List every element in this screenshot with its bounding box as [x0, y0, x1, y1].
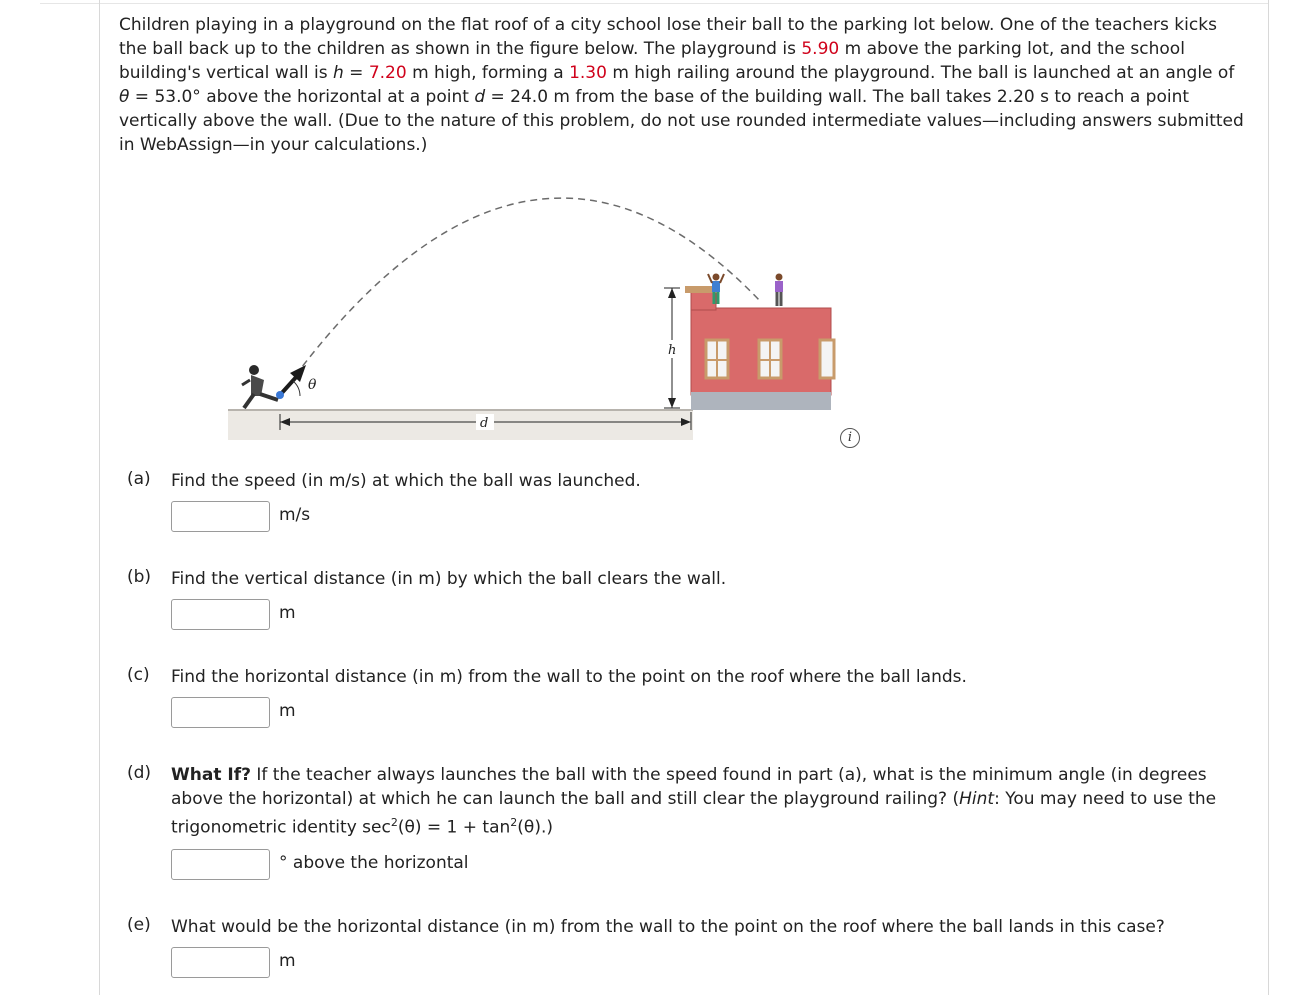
part-e [127, 915, 1247, 939]
part-c-answer-input[interactable] [171, 697, 270, 728]
info-icon[interactable]: i [840, 428, 860, 448]
launch-arrow [280, 375, 298, 395]
part-b-unit: m [279, 603, 296, 623]
part-e-question: What would be the horizontal distance (in m) from the wall to the point on the roof where the ball lands in this case? [171, 917, 1165, 937]
projectile-figure [226, 180, 866, 455]
part-b-question: Find the vertical distance (in m) by which the ball clears the wall. [171, 569, 727, 589]
part-a-answer-input[interactable] [171, 501, 270, 532]
child-figure-right [775, 274, 783, 307]
part-a-unit: m/s [279, 505, 311, 525]
railing-height-value: 1.30 [569, 63, 607, 83]
h-label: h [668, 343, 677, 358]
part-e-label: (e) [127, 915, 151, 935]
part-b-label: (b) [127, 567, 152, 587]
part-e-answer-input[interactable] [171, 947, 270, 978]
d-label: d [480, 416, 489, 431]
part-d [127, 763, 1247, 839]
part-d-answer-input[interactable] [171, 849, 270, 880]
ball-trajectory [281, 198, 761, 395]
ball [276, 391, 284, 399]
ground [228, 410, 693, 440]
theta-label: θ [308, 377, 317, 393]
part-d-question: What If? If the teacher always launches the ball with the speed found in part (a), what is the minimum angle (in degrees above the horizontal) at which he can launch the ball and still clear the playground railing? (Hint: You may need to use the trigonometric identity $\sec^2(\theta) = 1 + \tan^2(\theta)$.) [171, 765, 1217, 838]
part-a-label: (a) [127, 469, 151, 489]
playground-height-value: 5.90 [801, 39, 840, 59]
part-c-question: Find the horizontal distance (in m) from the wall to the point on the roof where the ball lands. [171, 667, 967, 687]
wall-height-value: 7.20 [368, 63, 407, 83]
part-a [127, 469, 1247, 493]
window [820, 340, 834, 378]
part-b [127, 567, 1247, 591]
problem-statement: Children playing in a playground on the flat roof of a city school lose their ball to the parking lot below. One of the teachers kicks the ball back up to the children as shown in the figure below. The playground is 5.90 m above the parking lot, and the school building's vertical wall is h = 7.20 m high, forming a 1.30 m high railing around the playground. The ball is launched at an angle of θ = 53.0° above the horizontal at a point d = 24.0 m from the base of the building wall. The ball takes 2.20 s to reach a point vertically above the wall. (Due to the nature of this problem, do not use rounded intermediate values—including answers submitted in WebAssign—in your calculations.) [119, 15, 1244, 155]
part-d-label: (d) [127, 763, 152, 783]
teacher-figure [242, 365, 278, 408]
part-a-question: Find the speed (in m/s) at which the ball was launched. [171, 471, 641, 491]
part-d-unit: ° above the horizontal [279, 853, 469, 873]
part-b-answer-input[interactable] [171, 599, 270, 630]
part-c [127, 665, 1247, 689]
part-e-unit: m [279, 951, 296, 971]
part-c-unit: m [279, 701, 296, 721]
building-base [691, 392, 831, 410]
part-c-label: (c) [127, 665, 150, 685]
